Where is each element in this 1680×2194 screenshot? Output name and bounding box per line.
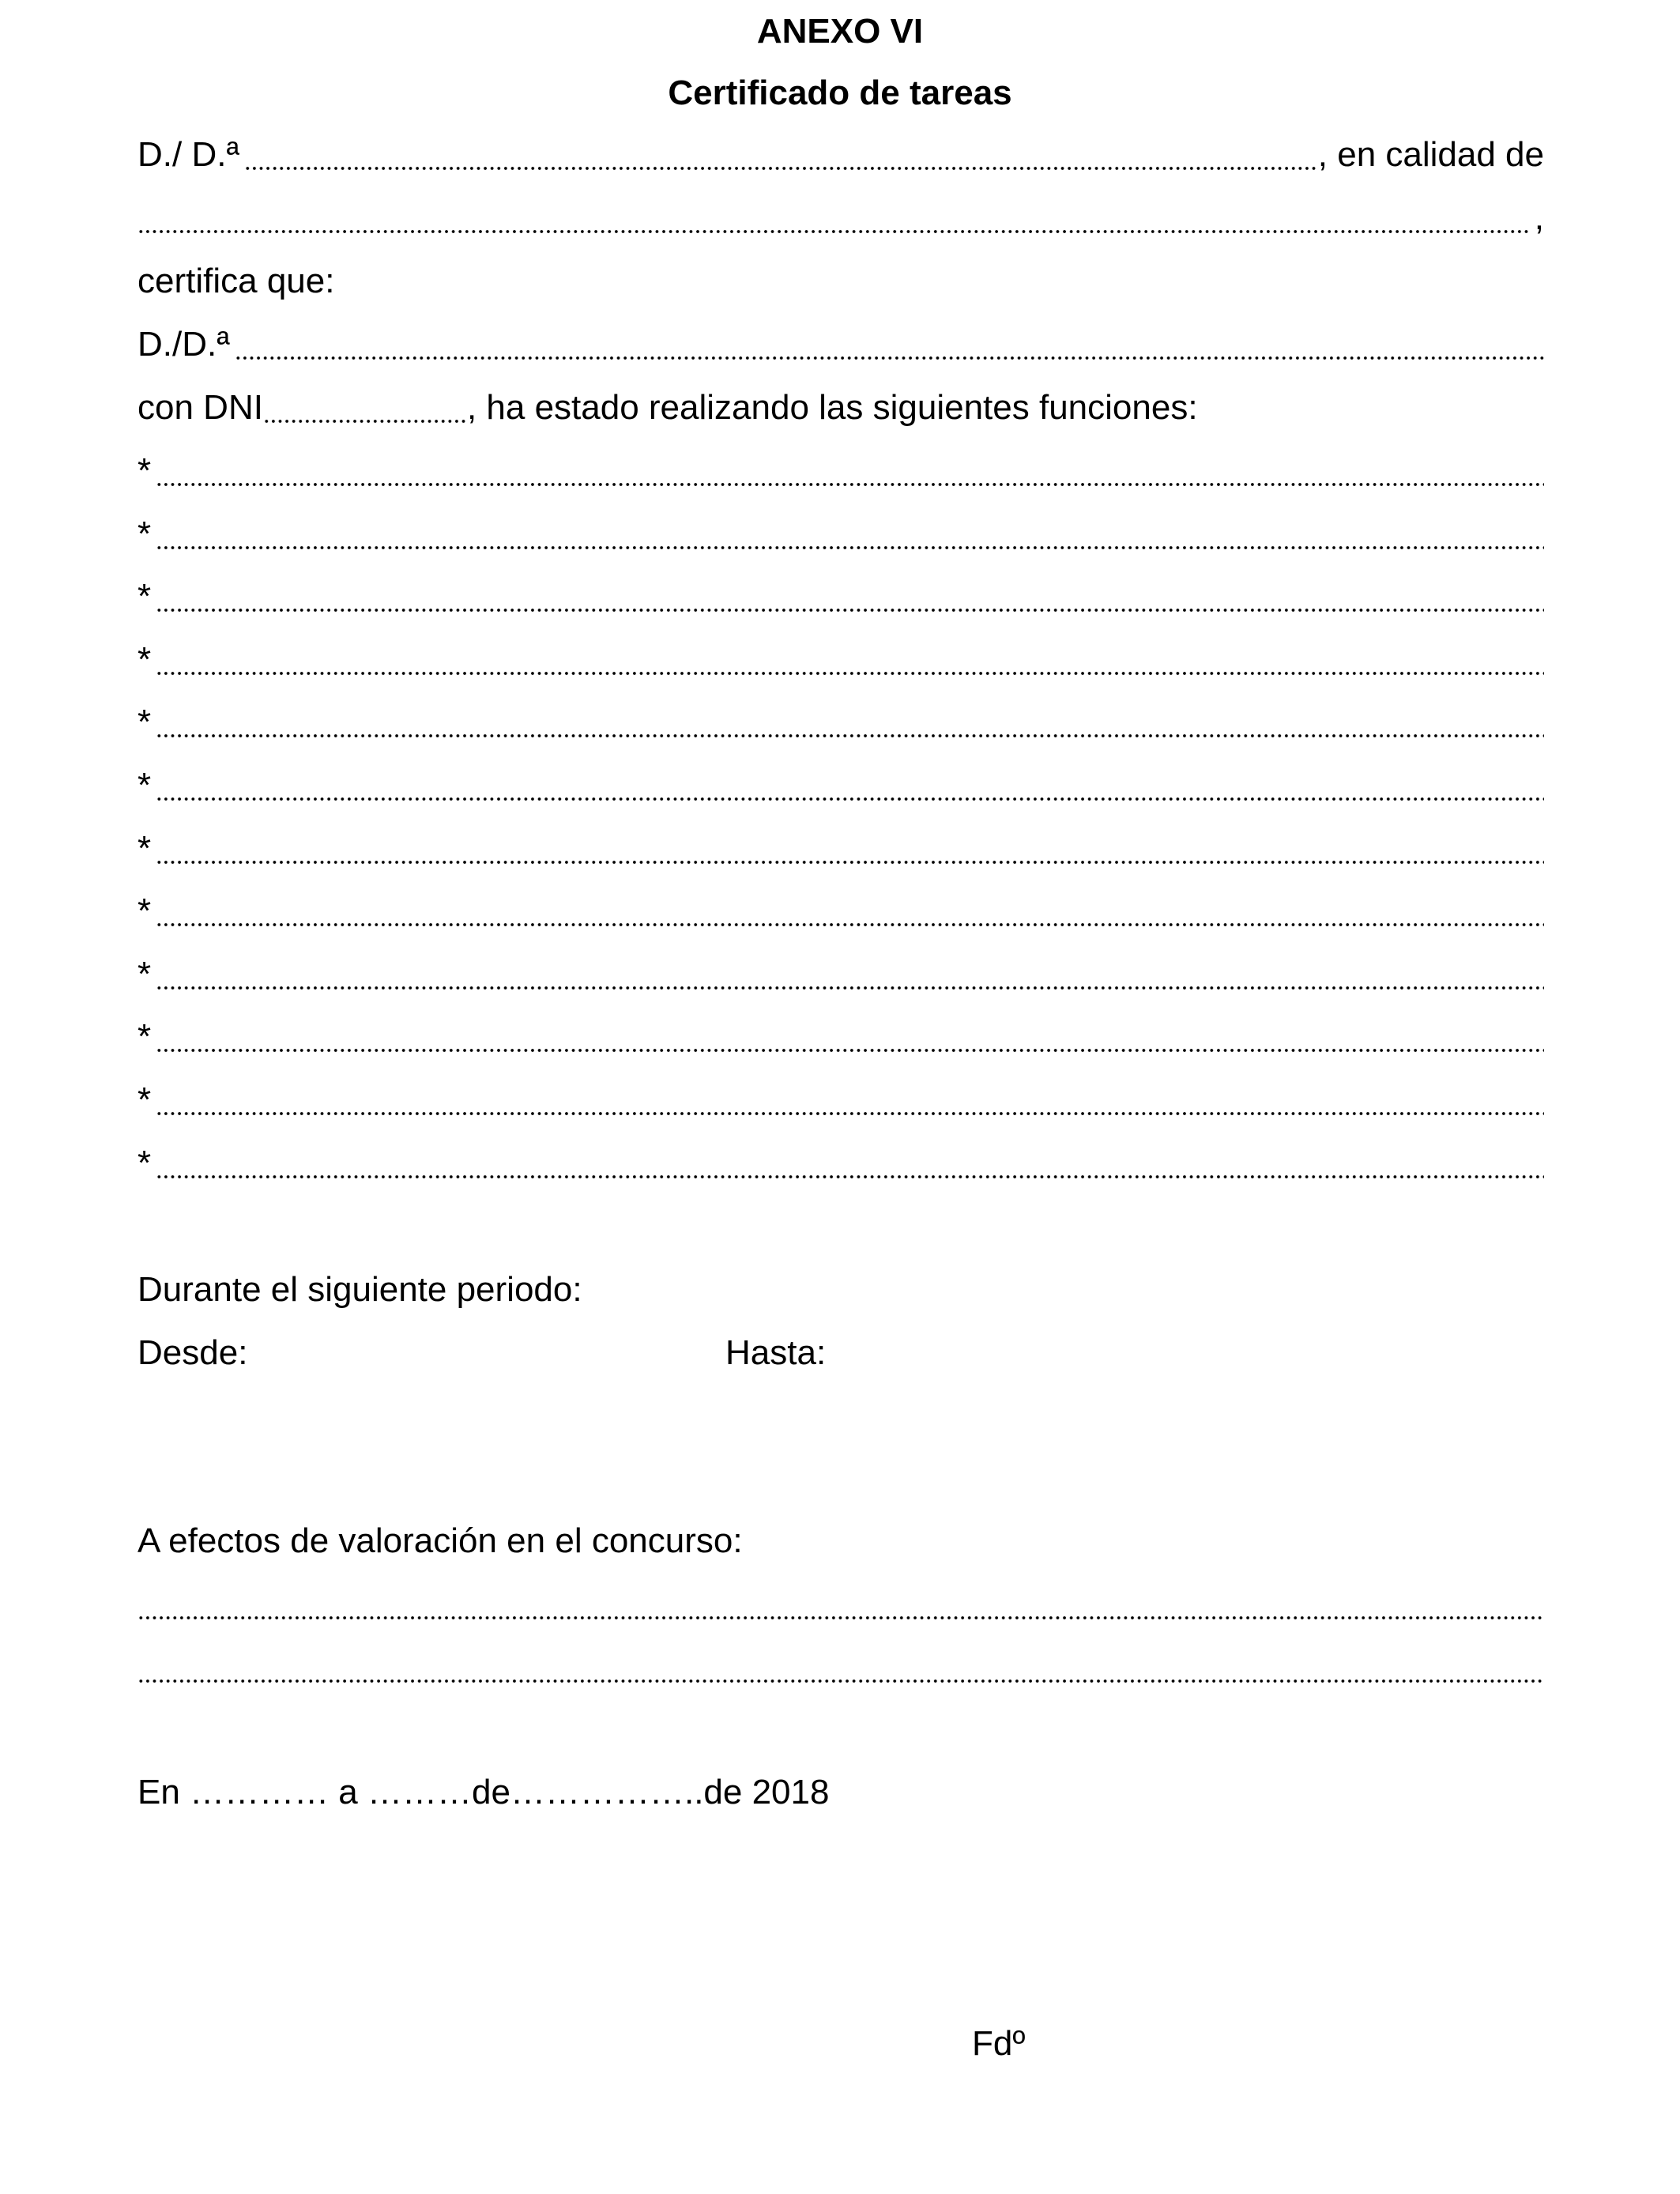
function-line[interactable] [137,1078,1544,1122]
issuer-prefix: D./ D.ª [137,135,239,174]
function-line[interactable] [137,449,1544,493]
function-bullet: * [137,640,152,679]
signature-label: Fdº [972,2024,1026,2063]
date-day-field[interactable]: ……… [367,1773,473,1811]
date-month-field[interactable]: …………….. [510,1773,704,1811]
date-year: de 2018 [703,1773,830,1811]
function-bullet: * [137,577,152,616]
issuer-capacity-label: , en calidad de [1317,135,1544,174]
function-bullet: * [137,451,152,490]
date-a: a [338,1773,358,1811]
period-heading: Durante el siguiente periodo: [137,1270,582,1309]
period-to-label: Hasta: [725,1333,827,1372]
function-line[interactable] [137,638,1544,682]
date-line [137,1770,829,1815]
document-title: Certificado de tareas [668,74,1012,112]
function-line[interactable] [137,512,1544,556]
issuer-capacity-comma: , [1534,198,1544,237]
functions-intro: , ha estado realizando las siguientes funciones: [466,388,1198,427]
function-line[interactable] [137,575,1544,619]
dni-field[interactable] [263,386,467,430]
function-field[interactable] [156,512,1544,556]
date-en: En [137,1773,180,1811]
function-line[interactable] [137,1015,1544,1059]
function-field[interactable] [156,638,1544,682]
function-field[interactable] [156,763,1544,808]
function-bullet: * [137,515,152,553]
subject-dni-line [137,386,1198,430]
annex-heading: ANEXO VI [756,12,924,51]
function-field[interactable] [156,889,1544,933]
function-field[interactable] [156,449,1544,493]
function-field[interactable] [156,827,1544,871]
function-line[interactable] [137,700,1544,745]
function-field[interactable] [156,952,1544,997]
dni-label: con DNI [137,388,263,427]
function-field[interactable] [156,1015,1544,1059]
function-bullet: * [137,892,152,930]
issuer-name-field[interactable] [244,133,1317,177]
function-field[interactable] [156,575,1544,619]
issuer-capacity-field[interactable] [137,196,1528,240]
function-bullet: * [137,766,152,805]
function-field[interactable] [156,1141,1544,1186]
function-bullet: * [137,1080,152,1119]
function-bullet: * [137,1144,152,1182]
subject-name-field[interactable] [235,322,1544,367]
period-from-label: Desde: [137,1333,248,1372]
function-line[interactable] [137,889,1544,933]
subject-prefix: D./D.ª [137,325,230,364]
function-line[interactable] [137,763,1544,808]
date-place-field[interactable]: ………… [190,1773,330,1811]
valuation-heading: A efectos de valoración en el concurso: [137,1521,743,1560]
function-bullet: * [137,955,152,993]
subject-name-line [137,322,1544,367]
function-line[interactable] [137,827,1544,871]
issuer-capacity-line [137,196,1544,240]
valuation-line-2[interactable] [137,1646,1544,1690]
date-de-1: de [472,1773,510,1811]
certifies-text: certifica que: [137,262,335,300]
function-field[interactable] [156,700,1544,745]
function-bullet: * [137,703,152,741]
issuer-name-line [137,133,1544,177]
valuation-line-1[interactable] [137,1582,1544,1627]
function-bullet: * [137,829,152,868]
function-bullet: * [137,1017,152,1056]
function-line[interactable] [137,952,1544,997]
function-line[interactable] [137,1141,1544,1186]
function-field[interactable] [156,1078,1544,1122]
